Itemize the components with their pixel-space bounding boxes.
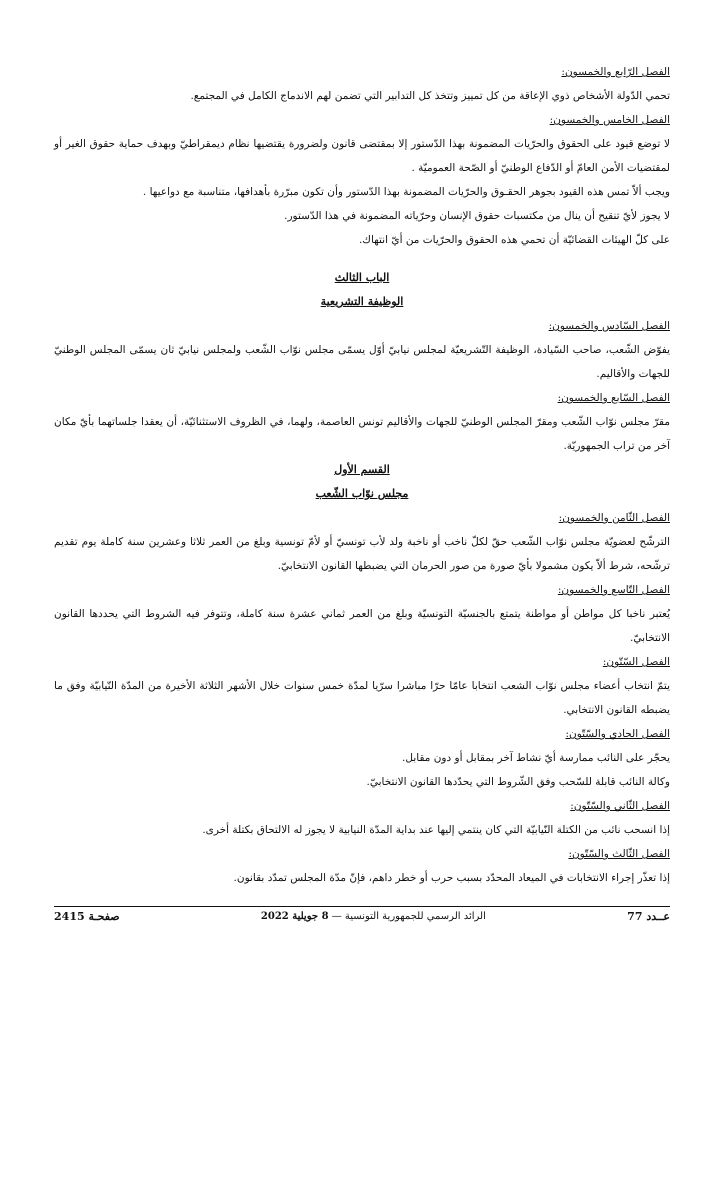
section-title: الوظيفة التشريعية [320,295,404,308]
article-heading: الفصل الثّالث والسّتّون: [568,848,670,860]
section-title: القسم الأول [334,463,390,476]
article-paragraph: الترشّح لعضويّة مجلس نوّاب الشّعب حقّ لكلّ ناخب أو ناخبة ولد لأب تونسيّ أو لأمّ تونسية وبلغ من العمر ثلاثا وعشرين سنة كاملة يوم تقديم ترشّحه، شرط ألاّ يكون مشمولا بأيّ صورة من صور الحرمان التي يضبطها القانون الانتخابيّ. [54,536,670,572]
article-paragraph: وكالة النائب قابلة للسّحب وفق الشّروط التي يحدّدها القانون الانتخابيّ. [366,776,670,788]
article-heading: الفصل السّابع والخمسون: [557,392,670,404]
article-heading: الفصل الخامس والخمسون: [549,114,670,126]
footer-publication [261,911,486,922]
article-paragraph: ويجب ألاّ تمس هذه القيود بجوهر الحقـوق والحرّيات المضمونة بهذا الدّستور وأن تكون مبرّرة بأهدافها، متناسبة مع دواعيها . [142,186,670,198]
article-paragraph: يُعتبر ناخبا كل مواطن أو مواطنة يتمتع بالجنسيّة التونسيّة وبلغ من العمر ثماني عشرة سنة كاملة، وتتوفر فيه الشروط التي يحددها القانون الانتخابيّ. [54,608,670,644]
article-heading: الفصل الرّابع والخمسون: [561,66,670,78]
article-heading: الفصل السّادس والخمسون: [548,320,670,332]
footer-date: 8 جويلية 2022 [260,911,329,922]
footer-issue-number: عــدد 77 [627,910,670,923]
article-paragraph: مقرّ مجلس نوّاب الشّعب ومقرّ المجلس الوطنيّ للجهات والأقاليم تونس العاصمة، ولهما، في الظروف الاستثنائيّة، أن يعقدا جلساتهما بأيّ مكان آخر من تراب الجمهوريّة. [54,416,670,452]
document-body [54,60,670,890]
article-paragraph: يتمّ انتخاب أعضاء مجلس نوّاب الشعب انتخابا عامّا حرّا مباشرا سرّيا لمدّة خمس سنوات خلال الأشهر الثلاثة الأخيرة من المدّة النّيابيّة وفق ما يضبطه القانون الانتخابي. [54,680,670,716]
section-spacer [54,252,670,266]
article-heading: الفصل الثّاني والسّتّون: [570,800,670,812]
section-title: مجلس نوّاب الشّعب [315,487,409,500]
article-heading: الفصل الثّامن والخمسون: [558,512,670,524]
article-paragraph: إذا تعذّر إجراء الانتخابات في الميعاد المحدّد بسبب حرب أو خطر داهم، فإنّ مدّة المجلس تمدّد بقانون. [233,872,670,884]
article-paragraph: لا توضع قيود على الحقوق والحرّيات المضمونة بهذا الدّستور إلا بمقتضى قانون ولضرورة يقتضيها نظام ديمقراطيّ وبهدف حماية حقوق الغير أو لمقتضيات الأمن العامّ أو الدّفاع الوطنيّ أو الصّحة العموميّة . [54,138,670,174]
article-paragraph: يحجّر على النائب ممارسة أيّ نشاط آخر بمقابل أو دون مقابل. [402,752,670,764]
article-paragraph: يفوّض الشّعب، صاحب السّيادة، الوظيفة التّشريعيّة لمجلس نيابيّ أوّل يسمّى مجلس نوّاب الشّعب ولمجلس نيابيّ ثان يسمّى المجلس الوطنيّ للجهات والأقاليم. [54,344,670,380]
article-heading: الفصل السّتّون: [602,656,670,668]
article-paragraph: لا يجوز لأيّ تنقيح أن ينال من مكتسبات حقوق الإنسان وحرّياته المضمونة في هذا الدّستور. [284,210,670,222]
article-paragraph: تحمي الدّولة الأشخاص ذوي الإعاقة من كل تمييز وتتخذ كل التدابير التي تضمن لهم الاندماج الكامل في المجتمع. [190,90,670,102]
section-title: الباب الثالث [334,271,390,284]
article-heading: الفصل التّاسع والخمسون: [557,584,670,596]
article-heading: الفصل الحادي والسّتّون: [565,728,670,740]
footer-publication-name: الرائد الرسمي للجمهورية التونسية — [331,911,486,922]
footer-page-number: صفحـة 2415 [54,910,120,923]
page-footer [54,906,670,923]
article-paragraph: إذا انسحب نائب من الكتلة النّيابيّة التي كان ينتمي إليها عند بداية المدّة النيابية لا يجوز له الالتحاق بكتلة أخرى. [202,824,670,836]
article-paragraph: على كلّ الهيئات القضائيّة أن تحمي هذه الحقوق والحرّيات من أيّ انتهاك. [358,234,670,246]
